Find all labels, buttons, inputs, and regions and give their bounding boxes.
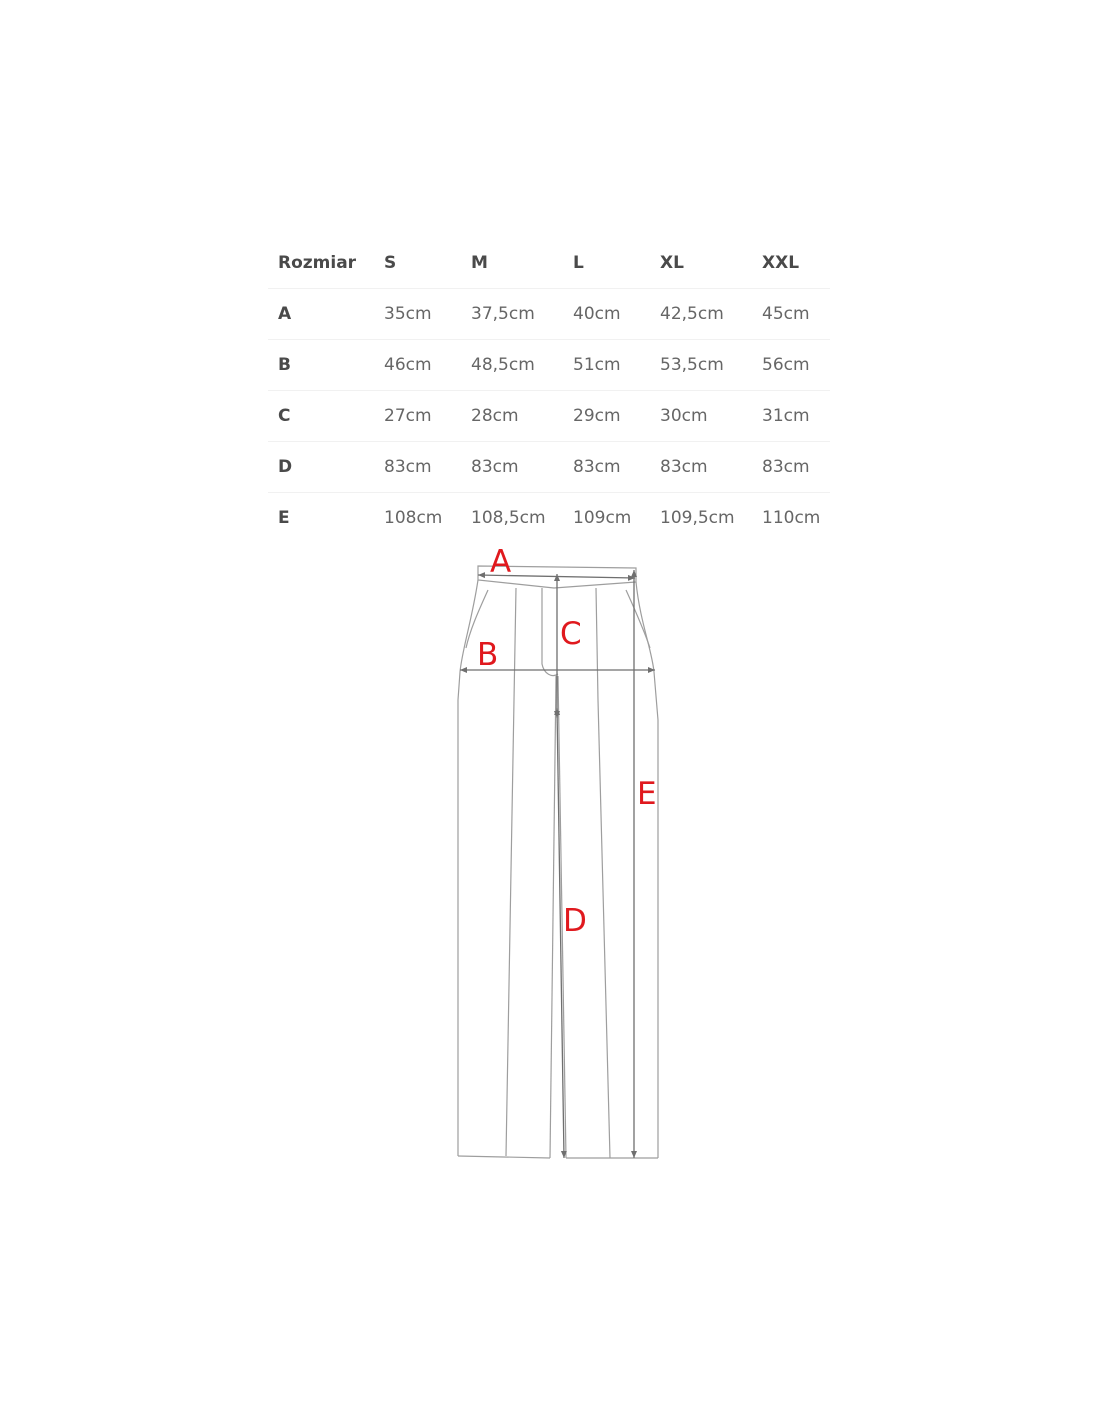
table-cell: 56cm bbox=[752, 340, 830, 391]
table-cell: 83cm bbox=[752, 442, 830, 493]
measure-line-d bbox=[557, 708, 564, 1158]
table-cell: 83cm bbox=[374, 442, 461, 493]
right-pocket bbox=[626, 590, 650, 648]
table-cell: 83cm bbox=[461, 442, 563, 493]
table-row bbox=[268, 391, 830, 442]
header-size-label: Rozmiar bbox=[268, 238, 374, 289]
diagram-label-a: A bbox=[490, 544, 512, 580]
row-label-a: A bbox=[268, 289, 374, 340]
size-chart-table bbox=[268, 238, 830, 543]
table-cell: 45cm bbox=[752, 289, 830, 340]
header-size-l: L bbox=[563, 238, 650, 289]
header-size-xxl: XXL bbox=[752, 238, 830, 289]
waistband bbox=[478, 566, 636, 588]
table-header-row bbox=[268, 238, 830, 289]
right-crease bbox=[596, 588, 610, 1158]
table-cell: 109,5cm bbox=[660, 508, 735, 528]
table-cell: 28cm bbox=[461, 391, 563, 442]
diagram-label-e: E bbox=[637, 776, 657, 812]
measure-line-a bbox=[478, 575, 635, 578]
table-row bbox=[268, 493, 830, 544]
table-cell: 83cm bbox=[650, 442, 752, 493]
table-cell: 83cm bbox=[563, 442, 650, 493]
right-leg-outer bbox=[636, 582, 658, 1158]
table-cell: 31cm bbox=[752, 391, 830, 442]
table-cell: 30cm bbox=[650, 391, 752, 442]
table-cell: 46cm bbox=[374, 340, 461, 391]
table-cell: 109cm bbox=[573, 508, 632, 528]
table-cell: 48,5cm bbox=[461, 340, 563, 391]
table-cell: 51cm bbox=[563, 340, 650, 391]
header-size-xl: XL bbox=[650, 238, 752, 289]
left-leg-outer bbox=[458, 580, 478, 1156]
left-hem bbox=[458, 1156, 550, 1158]
table-cell: 40cm bbox=[563, 289, 650, 340]
table-cell: 108cm bbox=[384, 508, 443, 528]
table-cell: 53,5cm bbox=[650, 340, 752, 391]
header-size-s: S bbox=[374, 238, 461, 289]
header-size-m: M bbox=[461, 238, 563, 289]
table-cell: 37,5cm bbox=[461, 289, 563, 340]
trousers-outline bbox=[458, 566, 658, 1158]
table-cell: 35cm bbox=[374, 289, 461, 340]
diagram-label-b: B bbox=[477, 637, 499, 673]
row-label-b: B bbox=[268, 340, 374, 391]
diagram-label-d: D bbox=[563, 903, 587, 939]
row-label-d: D bbox=[268, 442, 374, 493]
table-row bbox=[268, 442, 830, 493]
table-cell: 110cm bbox=[762, 508, 821, 528]
left-pocket bbox=[466, 590, 488, 648]
table-cell: 27cm bbox=[374, 391, 461, 442]
left-crease bbox=[506, 588, 516, 1156]
table-row bbox=[268, 340, 830, 391]
table-row bbox=[268, 289, 830, 340]
diagram-label-c: C bbox=[560, 616, 582, 652]
table-cell: 108,5cm bbox=[471, 508, 546, 528]
row-label-c: C bbox=[268, 391, 374, 442]
measurement-lines bbox=[460, 570, 655, 1158]
left-leg-inner bbox=[550, 676, 556, 1158]
table-cell: 42,5cm bbox=[650, 289, 752, 340]
table-cell: 29cm bbox=[563, 391, 650, 442]
fly-seam bbox=[542, 588, 558, 676]
right-leg-inner bbox=[558, 676, 566, 1158]
row-label-e: E bbox=[278, 508, 290, 528]
